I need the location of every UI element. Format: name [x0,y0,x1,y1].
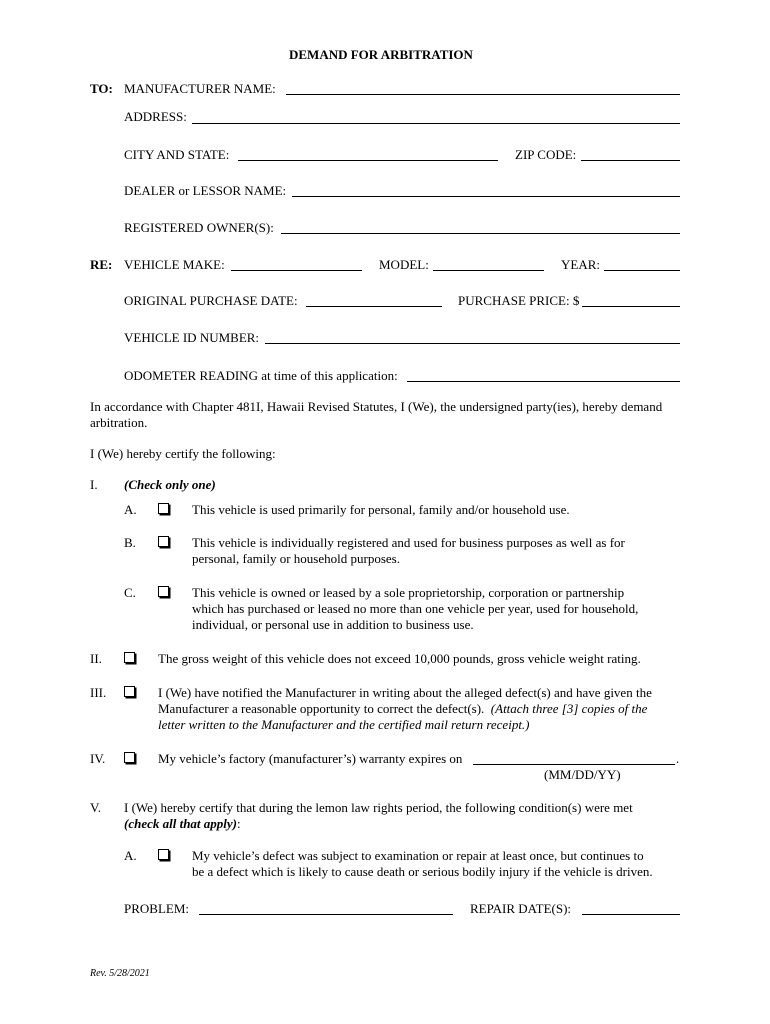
section-ii-numeral: II. [90,651,102,666]
section-v-colon: : [237,816,241,831]
odometer-label: ODOMETER READING at time of this application: [124,368,398,383]
dealer-name-label: DEALER or LESSOR NAME: [124,183,287,198]
odometer-field[interactable] [407,381,680,382]
registered-owners-field[interactable] [281,233,680,234]
section-i-a-text: This vehicle is used primarily for personal, family and/or household use. [192,502,570,517]
to-label: TO: [90,81,113,96]
section-iii-checkbox[interactable] [124,686,135,697]
purchase-price-field[interactable] [582,306,680,307]
zip-code-label: ZIP CODE: [515,147,577,162]
section-i-b-checkbox[interactable] [158,536,169,547]
section-ii-text: The gross weight of this vehicle does not exceed 10,000 pounds, gross vehicle weight rating. [158,651,641,666]
city-state-field[interactable] [238,160,498,161]
section-iii-text-1: I (We) have notified the Manufacturer in writing about the alleged defect(s) and have given the [158,685,652,700]
section-i-c-checkbox[interactable] [158,586,169,597]
purchase-date-label: ORIGINAL PURCHASE DATE: [124,293,298,308]
section-v-text-1: I (We) hereby certify that during the lemon law rights period, the following condition(s) were met [124,800,633,815]
warranty-expiration-field[interactable] [473,764,675,765]
re-label: RE: [90,257,113,272]
vehicle-make-field[interactable] [231,270,362,271]
city-state-label: CITY AND STATE: [124,147,230,162]
section-i-b-text-1: This vehicle is individually registered and used for business purposes as well as for [192,535,625,550]
section-iii-text-3: letter written to the Manufacturer and the certified mail return receipt.) [158,717,530,732]
section-i-instruction: (Check only one) [124,477,216,492]
date-format-hint: (MM/DD/YY) [544,767,621,782]
section-v-numeral: V. [90,800,101,815]
section-i-a-checkbox[interactable] [158,503,169,514]
address-label: ADDRESS: [124,109,187,124]
section-i-c-text-1: This vehicle is owned or leased by a sole proprietorship, corporation or partnership [192,585,625,600]
manufacturer-name-label: MANUFACTURER NAME: [124,81,276,96]
section-i-a-letter: A. [124,502,137,517]
section-i-b-text-2: personal, family or household purposes. [192,551,400,566]
repair-dates-label: REPAIR DATE(S): [470,901,572,916]
section-ii-checkbox[interactable] [124,652,135,663]
section-i-c-text-2: which has purchased or leased no more than one vehicle per year, used for household, [192,601,639,616]
section-v-a-checkbox[interactable] [158,849,169,860]
year-label: YEAR: [561,257,600,272]
section-iii-text-2 [158,701,647,717]
vehicle-id-field[interactable] [265,343,680,344]
revision-date: Rev. 5/28/2021 [90,968,150,979]
repair-dates-field[interactable] [582,914,680,915]
model-field[interactable] [433,270,544,271]
dealer-name-field[interactable] [292,196,680,197]
year-field[interactable] [604,270,680,271]
intro-line-1: In accordance with Chapter 481I, Hawaii Revised Statutes, I (We), the undersigned party(ies), hereby demand [90,399,663,414]
section-i-b-letter: B. [124,535,136,550]
section-i-c-text-3: individual, or personal use in addition to business use. [192,617,474,632]
model-label: MODEL: [379,257,429,272]
section-iii-text-2-italic: (Attach three [3] copies of the [490,701,648,716]
vehicle-make-label: VEHICLE MAKE: [124,257,225,272]
section-v-instruction: (check all that apply) [124,816,238,831]
section-iv-text: My vehicle’s factory (manufacturer’s) warranty expires on [158,751,463,766]
zip-code-field[interactable] [581,160,680,161]
registered-owners-label: REGISTERED OWNER(S): [124,220,274,235]
section-iv-period: . [676,751,680,766]
section-v-a-letter: A. [124,848,137,863]
certify-intro: I (We) hereby certify the following: [90,446,276,461]
problem-label: PROBLEM: [124,901,190,916]
section-v-a-text-2: be a defect which is likely to cause death or serious bodily injury if the vehicle is driven. [192,864,653,879]
section-v-a-text-1: My vehicle’s defect was subject to examination or repair at least once, but continues to [192,848,644,863]
address-field[interactable] [192,123,680,124]
section-iv-checkbox[interactable] [124,752,135,763]
section-v-text-2 [124,816,241,832]
problem-field[interactable] [199,914,453,915]
purchase-price-label: PURCHASE PRICE: $ [458,293,580,308]
intro-line-2: arbitration. [90,415,148,430]
vehicle-id-label: VEHICLE ID NUMBER: [124,330,260,345]
section-iii-numeral: III. [90,685,107,700]
manufacturer-name-field[interactable] [286,94,680,95]
section-iii-text-2-plain: Manufacturer a reasonable opportunity to correct the defect(s). [158,701,485,716]
page-title: DEMAND FOR ARBITRATION [289,47,473,62]
section-i-c-letter: C. [124,585,136,600]
section-i-numeral: I. [90,477,98,492]
section-iv-numeral: IV. [90,751,106,766]
purchase-date-field[interactable] [306,306,442,307]
